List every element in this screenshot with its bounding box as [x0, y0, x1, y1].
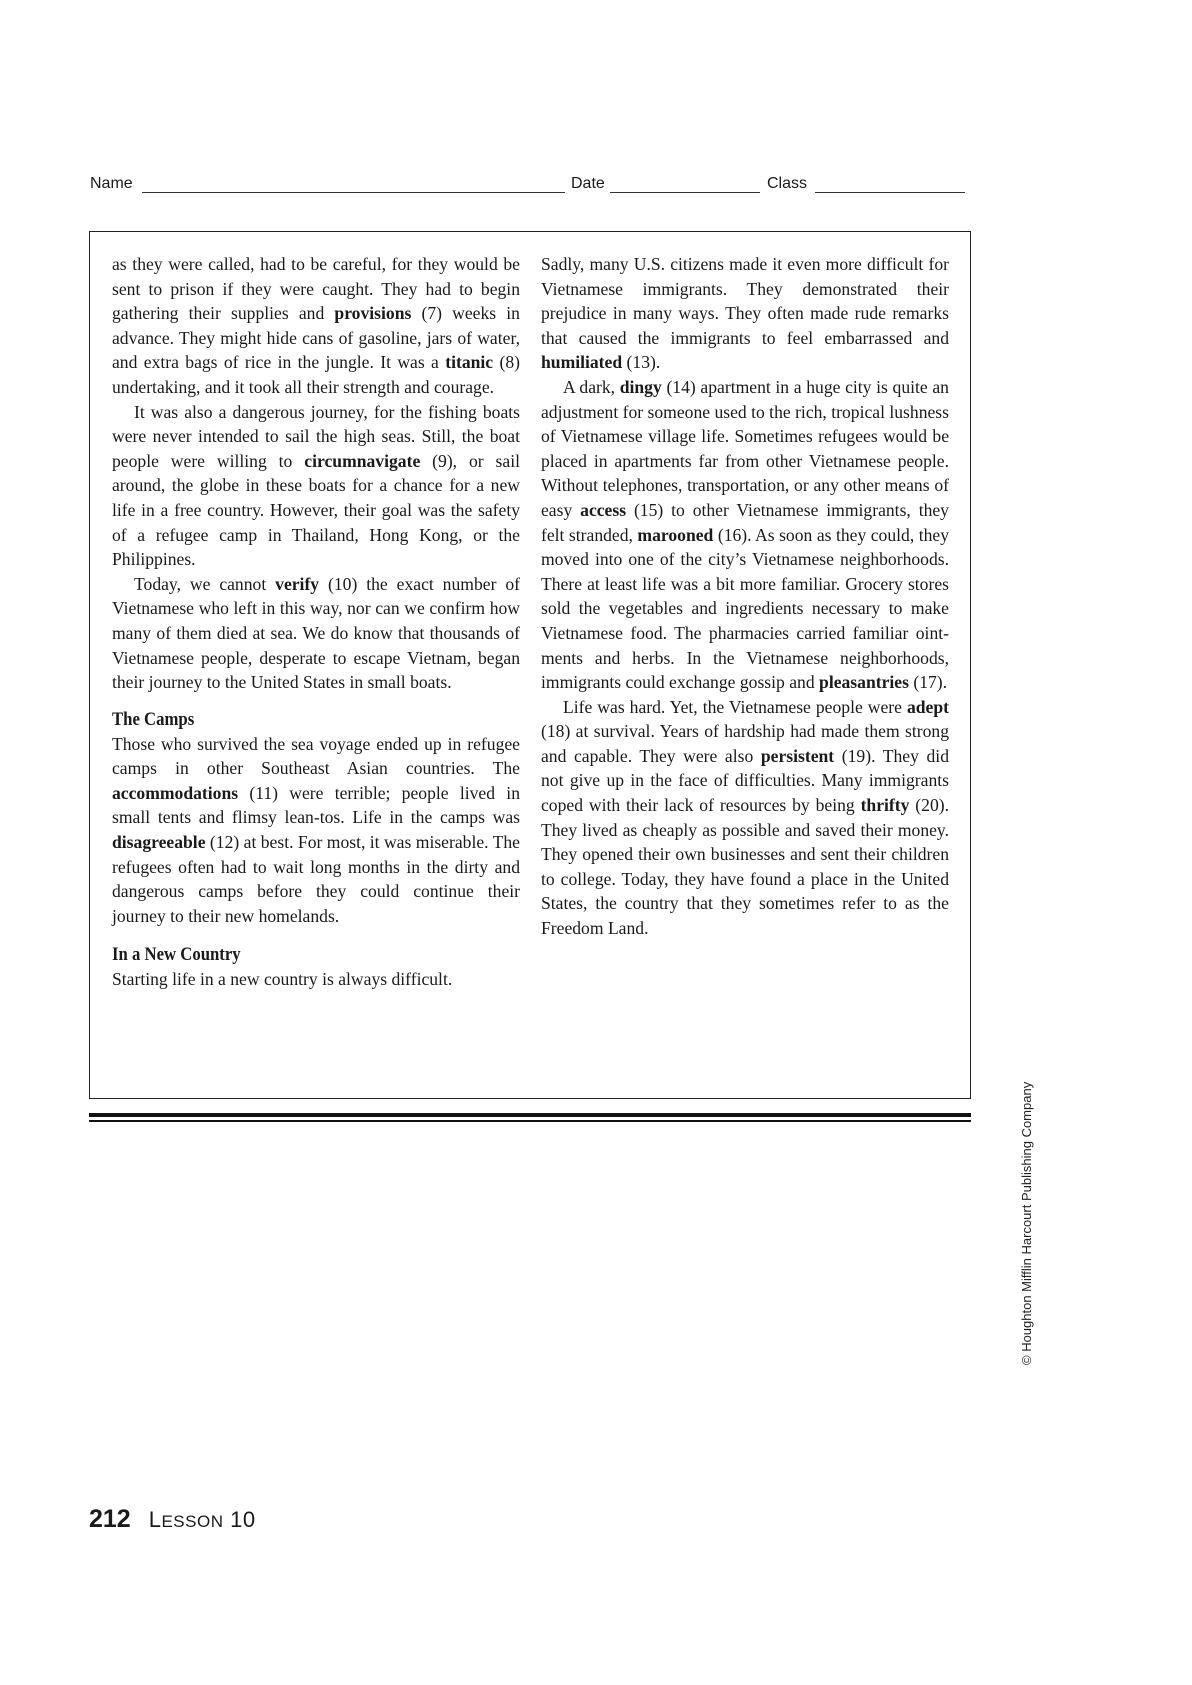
paragraph: It was also a dangerous journey, for the fishing boats were never intended to sail the high seas. Still, the boat people were willing to circumnavigate (9), or sail around, the globe in these boats for a chance for a new life in a free country. However, their goal was the safety of a refugee camp in Thailand, Hong Kong, or the Philippines. — [112, 401, 520, 570]
vocab-word-marooned: marooned — [637, 524, 714, 545]
paragraph: Those who survived the sea voyage ended up in refugee camps in other Southeast Asian countries. The accommodations (11) were terrible; people lived in small tents and flimsy lean-tos. Life in the camps was disagreeable (12) at best. For most, it was miserable. The refugees often had to wait long months in the dirty and dangerous camps before they could continue their journey to their new homelands. — [112, 733, 520, 926]
paragraph: Today, we cannot verify (10) the exact number of Vietnamese who left in this way, nor can we confirm how many of them died at sea. We do know that thousands of Vietnamese people, desperate to escape Vietnam, began their journey to the United States in small boats. — [112, 573, 520, 693]
vocab-word-disagreeable: disagreeable — [112, 832, 206, 853]
paragraph: A dark, dingy (14) apartment in a huge city is quite an adjustment for someone used to the rich, tropical lushness of Vietnamese village life. Sometimes refugees would be placed in apartments far from other Vietnamese people. Without telephones, transportation, or any other means of easy access (15) to other Vietnamese immigrants, they felt stranded, marooned (16). As soon as they could, they moved into one of the city’s Vietnamese neighborhoods. There at least life was a bit more familiar. Grocery stores sold the vegetables and ingredients necessary to make Vietnamese food. The pharmacies carried familiar ointments and herbs. In the Vietnamese neighborhoods, immigrants could exchange gossip and pleasantries (17). — [541, 376, 949, 693]
vocab-word-humiliated: humiliated — [541, 352, 623, 373]
page-footer — [89, 1505, 256, 1534]
vocab-word-access: access — [580, 499, 627, 520]
vocab-word-persistent: persistent — [760, 745, 835, 766]
right-text-column — [541, 252, 949, 941]
vocab-word-provisions: provisions — [334, 303, 412, 324]
vocab-word-circumnavigate: circumnavigate — [304, 450, 421, 471]
left-text-column — [112, 252, 520, 992]
paragraph: as they were called, had to be careful, for they would be sent to prison if they were caught. They had to begin gathering their supplies and provisions (7) weeks in advance. They might hide cans of gasoline, jars of water, and extra bags of rice in the jungle. It was a titanic (8) undertaking, and it took all their strength and courage. — [112, 254, 520, 397]
vocab-word-verify: verify — [275, 573, 320, 594]
class-label: Class — [767, 175, 808, 192]
bottom-thick-rule — [89, 1113, 971, 1117]
copyright-notice: © Houghton Mifflin Harcourt Publishing Company — [1019, 1081, 1034, 1365]
date-blank-line — [610, 192, 760, 193]
bottom-thin-rule — [89, 1120, 971, 1122]
name-label: Name — [90, 175, 133, 192]
paragraph: Life was hard. Yet, the Vietnamese people were adept (18) at survival. Years of hardship had made them strong and capable. They were also persistent (19). They did not give up in the face of difficulties. Many immigrants coped with their lack of resources by being thrifty (20). They lived as cheaply as possible and saved their money. They opened their own businesses and sent their children to college. Today, they have found a place in the United States, the country that they sometimes refer to as the Freedom Land. — [541, 696, 950, 939]
section-heading-new-country: In a New Country — [112, 944, 241, 966]
section-heading-camps: The Camps — [112, 708, 195, 730]
date-label: Date — [571, 175, 605, 192]
vocab-word-adept: adept — [906, 696, 949, 717]
vocab-word-thrifty: thrifty — [860, 795, 910, 816]
class-blank-line — [815, 192, 965, 193]
vocab-word-accommodations: accommodations — [112, 782, 239, 803]
worksheet-header — [90, 175, 965, 199]
paragraph: Starting life in a new country is always difficult. — [112, 969, 453, 990]
vocab-word-dingy: dingy — [619, 376, 662, 397]
name-blank-line — [142, 192, 565, 193]
paragraph: Sadly, many U.S. citizens made it even more difficult for Vietnamese immigrants. They demonstrated their prejudice in many ways. They often made rude remarks that caused the immigrants to feel embarrassed and humiliated (13). — [541, 254, 949, 373]
page-number: 212 — [89, 1505, 131, 1533]
vocab-word-pleasantries: pleasantries — [819, 672, 909, 693]
vocab-word-titanic: titanic — [445, 352, 494, 373]
lesson-label: LESSON 10 — [148, 1507, 256, 1532]
